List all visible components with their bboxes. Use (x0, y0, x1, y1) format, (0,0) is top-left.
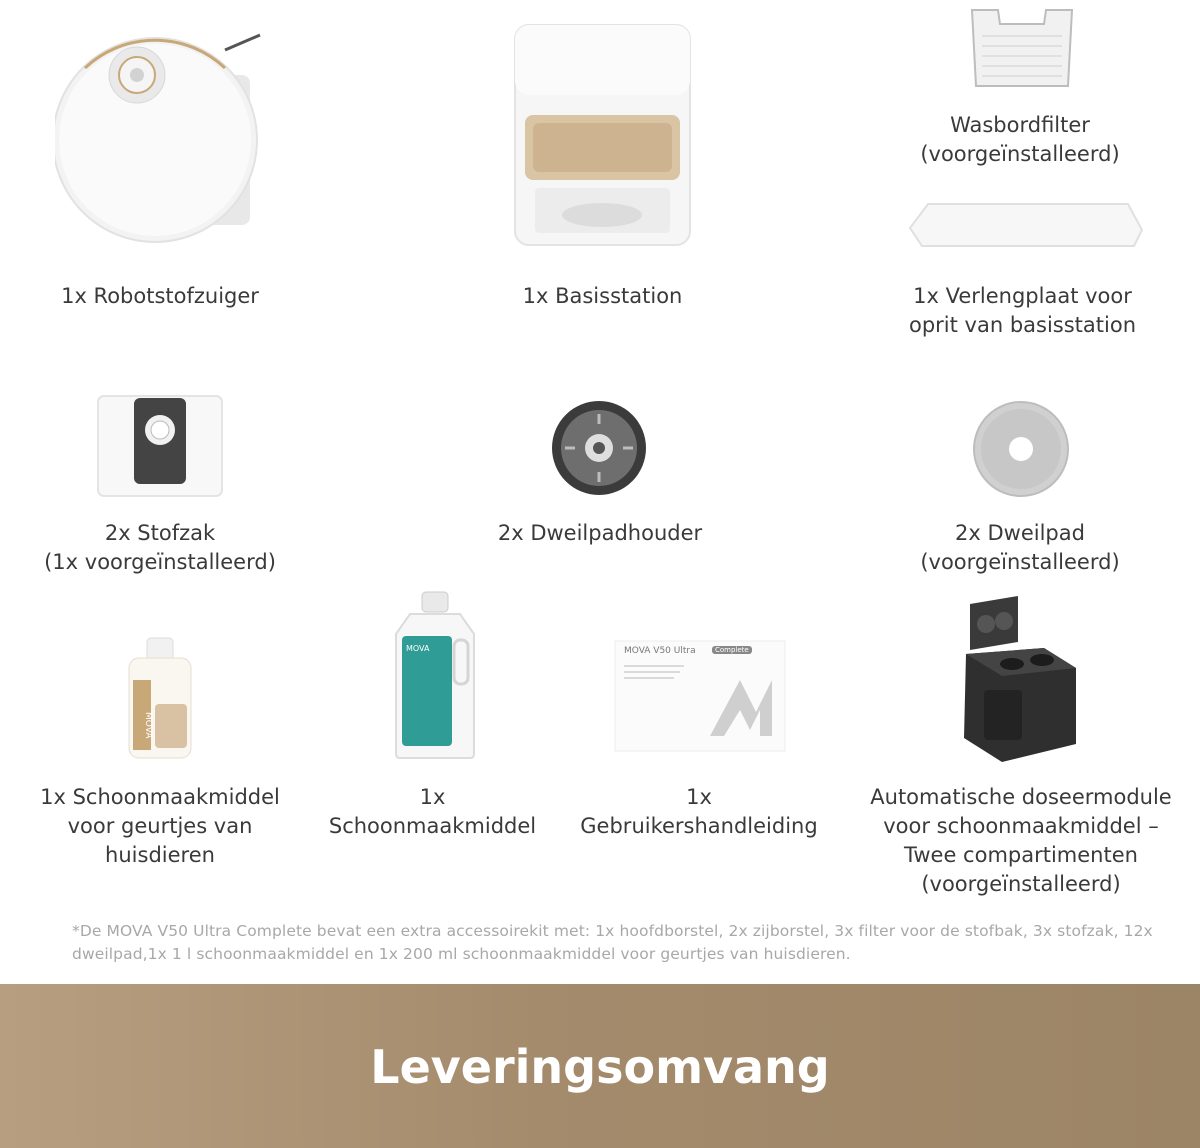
ramp-extension-image (908, 200, 1144, 252)
floor-cleaner-brand: MOVA (406, 644, 430, 653)
washboard-filter-image (968, 6, 1076, 90)
user-manual-image (614, 640, 786, 752)
pet-cleaner-brand: MOVA (143, 712, 153, 739)
banner-title: Leveringsomvang (370, 1040, 830, 1094)
cleaner-label: 1x Schoonmaakmiddel (328, 785, 537, 838)
footnote: *De MOVA V50 Ultra Complete bevat een extra accessoirekit met: 1x hoofdborstel, 2x zijborstel, 3x filter voor de stofbak, 3x stofzak, 12x dweilpad,1x 1 l schoonmaakmiddel en 1x 200 ml schoonmaakmiddel voor geurtjes van huisdieren. (72, 922, 1153, 963)
dust-bag-label: 2x Stofzak (1x voorgeïnstalleerd) (44, 521, 276, 574)
washboard-filter-label: Wasbordfilter (voorgeïnstalleerd) (920, 113, 1120, 166)
mop-pad-image (972, 400, 1070, 498)
dosing-module-label: Automatische doseermodule voor schoonmaakmiddel – Twee compartimenten (voorgeïnstalleerd) (870, 785, 1172, 896)
manual-brand: MOVA V50 Ultra (624, 646, 696, 656)
robot-vacuum-image (55, 20, 275, 245)
ramp-label: 1x Verlengplaat voor oprit van basisstation (908, 284, 1137, 337)
pet-cleaner-label: 1x Schoonmaakmiddel voor geurtjes van huisdieren (40, 785, 280, 867)
robot-label: 1x Robotstofzuiger (61, 284, 259, 308)
manual-badge: Complete (712, 646, 752, 654)
manual-label: 1x Gebruikershandleiding (580, 785, 818, 838)
mop-holder-label: 2x Dweilpadhouder (497, 521, 703, 545)
dosing-module-image (958, 594, 1080, 764)
mop-holder-image (549, 398, 649, 498)
dust-bag-image (96, 392, 224, 500)
base-station-image (505, 20, 700, 250)
floor-cleaner-bottle-image (390, 590, 480, 760)
station-label: 1x Basisstation (522, 284, 683, 308)
mop-pad-label: 2x Dweilpad (voorgeïnstalleerd) (920, 521, 1120, 574)
pet-cleaner-bottle-image (125, 634, 195, 760)
